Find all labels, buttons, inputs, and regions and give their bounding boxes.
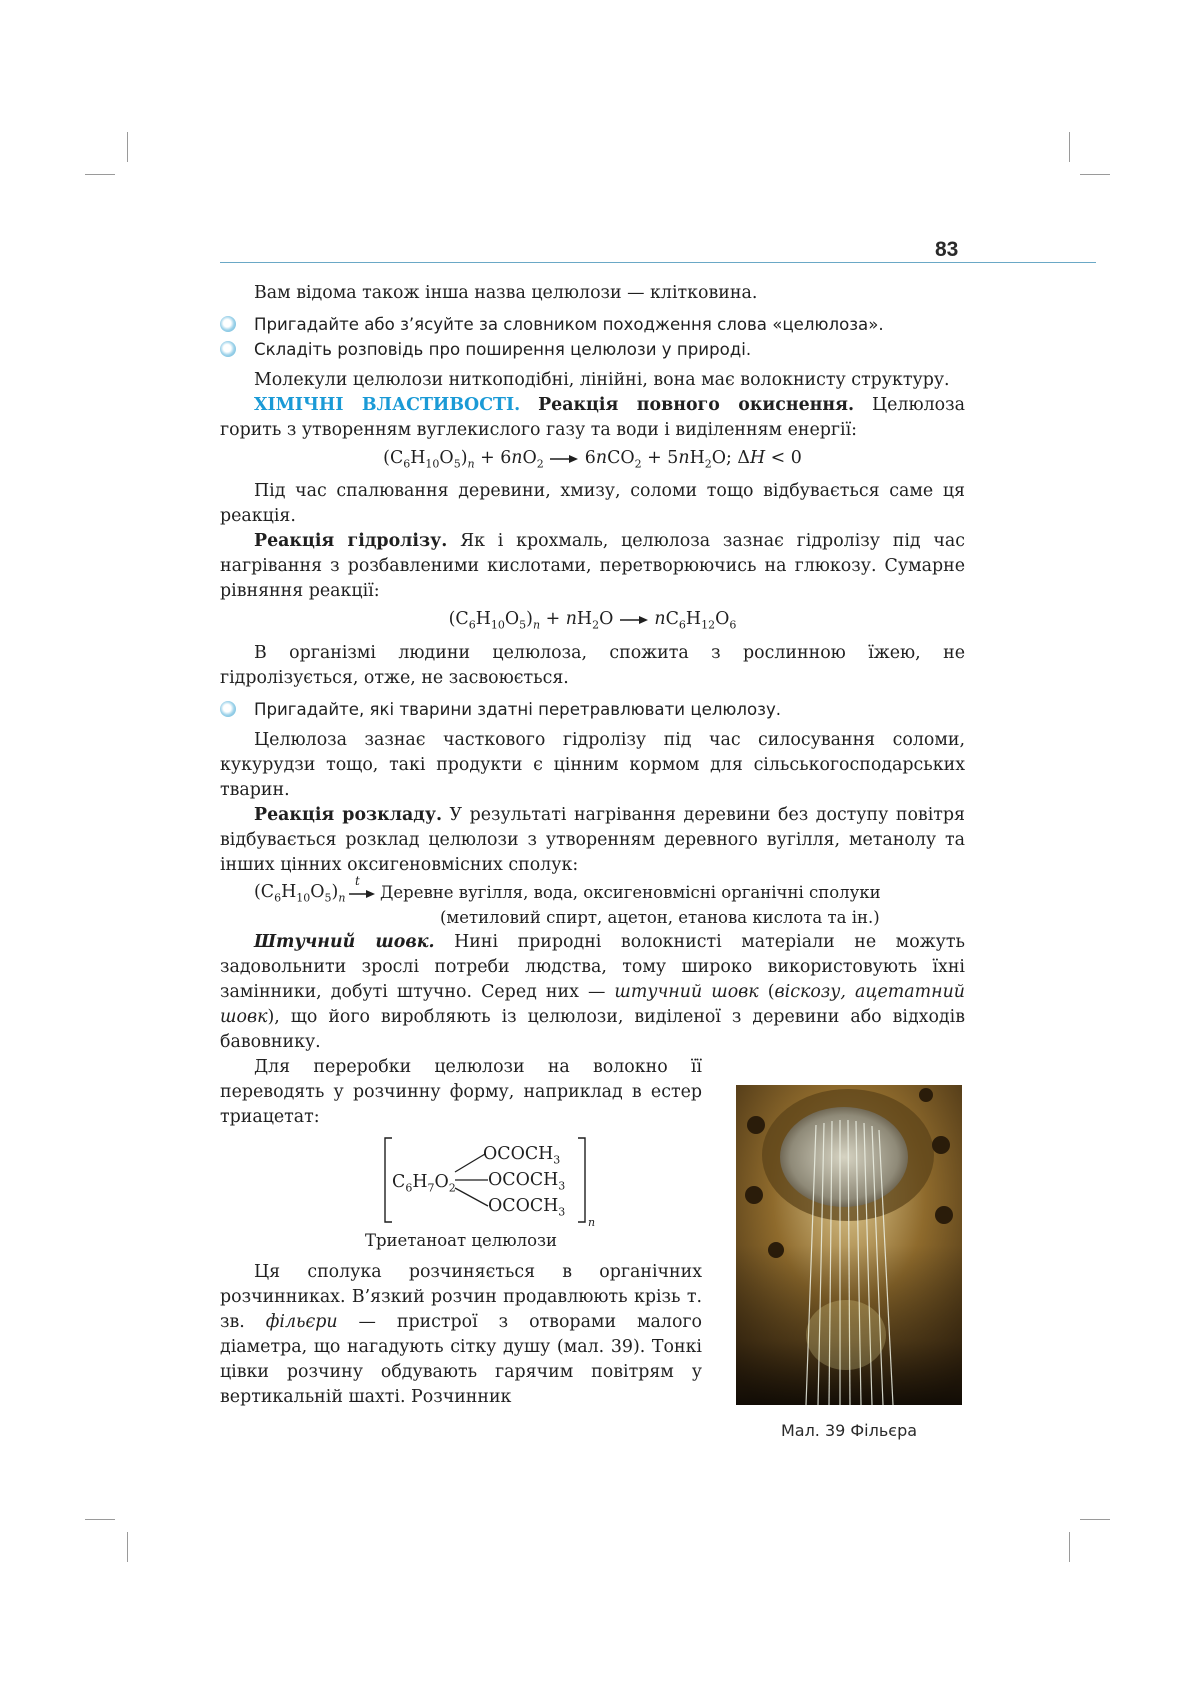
- paragraph-hydrolysis: Реакція гідролізу. Як і крохмаль, целюлоза зазнає гідролізу під час нагрівання з розбавленими кислотами, перетворюючись на глюкозу. Сумарне рівняння реакції:: [220, 531, 965, 602]
- crop-mark: [1080, 174, 1110, 175]
- formula-caption: Триетаноат целюлози: [364, 1230, 558, 1250]
- question-item: Пригадайте або з’ясуйте за словником походження слова «целюлоза».: [220, 312, 965, 337]
- question-bullet-icon: [220, 701, 236, 717]
- paragraph-oxidation: ХІМІЧНІ ВЛАСТИВОСТІ. Реакція повного окиснення. Целюлоза горить з утворенням вуглекислого газу та води і виділенням енергії:: [220, 395, 965, 440]
- term-heading: Реакція розкладу.: [254, 804, 443, 825]
- crop-mark: [1069, 1532, 1070, 1562]
- arrow-label: t: [355, 873, 360, 888]
- term: штучний шовк: [614, 981, 759, 1002]
- equation-hydrolysis: $(C_6H_{10}O_5)_n + nH_2O$ $nC_6H_{12}O_6$: [448, 609, 737, 632]
- acetate-group: OCOCH: [488, 1169, 559, 1190]
- term-heading: Штучний шовк.: [254, 931, 435, 952]
- paragraph: Під час спалювання деревини, хмизу, соломи тощо відбувається саме ця реакція.: [220, 481, 965, 527]
- crop-mark: [127, 1532, 128, 1562]
- crop-mark: [1069, 132, 1070, 162]
- term: фільєри: [265, 1311, 338, 1332]
- equation-oxidation: $(C_6H_{10}O_5)_n + 6nO_2$ $6nCO_2 + 5nH_2O$; ΔH < 0: [383, 448, 802, 471]
- paragraph: Ця сполука розчиняється в органічних розчинниках. В’язкий розчин продавлюють крізь т. зв. фільєри — пристрої з отворами малого діаметра, що нагадують сітку душу (мал. 39). Тонкі цівки розчину обдувають гарячим повітрям у вертикальній шахті. Розчинник: [220, 1261, 702, 1407]
- paragraph-silk: Штучний шовк. Нині природні волокнисті матеріали не можуть задовольнити зрослі потреби людства, тому широко використовують їхні замінники, добуті штучно. Серед них — штучний шовк (віскозу, ацетатний шовк), що його виробляють із целюлози, виділеної з деревини або відходів бавовнику.: [220, 931, 965, 1052]
- acetate-group: OCOCH: [488, 1195, 559, 1216]
- question-bullet-icon: [220, 341, 236, 357]
- term-heading: Реакція гідролізу.: [254, 531, 448, 552]
- reaction-arrow-icon: [348, 889, 376, 899]
- figure-caption: Мал. 39 Фільєра: [780, 1421, 918, 1440]
- crop-mark: [85, 1519, 115, 1520]
- paragraph: В організмі людини целюлоза, спожита з рослинною їжею, не гідролізується, отже, не засвоюється.: [220, 642, 965, 688]
- decomposition-products: Деревне вугілля, вода, оксигеновмісні органічні сполуки: [380, 882, 881, 902]
- decomposition-products-examples: (метиловий спирт, ацетон, етанова кислота та ін.): [440, 907, 880, 927]
- paragraph: Целюлоза зазнає часткового гідролізу під час силосування соломи, кукурудзи тощо, такі продукти є цінним кормом для сільськогосподарських тварин.: [220, 729, 965, 800]
- equation-decomposition: $(C_6H_{10}O_5)_n$ t Деревне вугілля, вода, оксигеновмісні органічні сполуки (метиловий спирт, ацетон, етанова кислота та ін.): [220, 878, 965, 930]
- reaction-arrow-icon: [549, 454, 579, 464]
- paragraph: Для переробки целюлози на волокно її переводять у розчинну форму, наприклад в естер триацетат:: [220, 1056, 702, 1127]
- paragraph-decomposition: Реакція розкладу. У результаті нагрівання деревини без доступу повітря відбувається розклад целюлози з утворенням деревного вугілля, метанолу та інших цінних оксигеновмісних сполук:: [220, 804, 966, 875]
- question-bullet-icon: [220, 316, 236, 332]
- paragraph: Молекули целюлози ниткоподібні, лінійні, вона має волокнисту структуру.: [254, 370, 950, 390]
- crop-mark: [127, 132, 128, 162]
- section-heading: ХІМІЧНІ ВЛАСТИВОСТІ.: [254, 395, 521, 415]
- question-item: Пригадайте, які тварини здатні перетравлювати целюлозу.: [220, 697, 965, 722]
- term-heading: Реакція повного окиснення.: [538, 395, 855, 415]
- narrow-column: [220, 1055, 702, 1410]
- structural-formula: $C_6H_7O_2$ $OCOCH_3$ $OCOCH_3$ $OCOCH_3$ n Триетаноат целюлози: [220, 1136, 702, 1254]
- term: віскозу, ацетатний шовк: [220, 981, 965, 1027]
- paragraph: Вам відома також інша назва целюлози — клітковина.: [254, 283, 758, 303]
- question-item: Складіть розповідь про поширення целюлози у природі.: [220, 337, 965, 362]
- acetate-group: OCOCH: [483, 1143, 554, 1164]
- header-rule: [220, 262, 1096, 263]
- spinneret-photo: [736, 1085, 962, 1405]
- crop-mark: [85, 174, 115, 175]
- crop-mark: [1080, 1519, 1110, 1520]
- reaction-arrow-icon: [619, 615, 649, 625]
- page-number: 83: [935, 238, 959, 261]
